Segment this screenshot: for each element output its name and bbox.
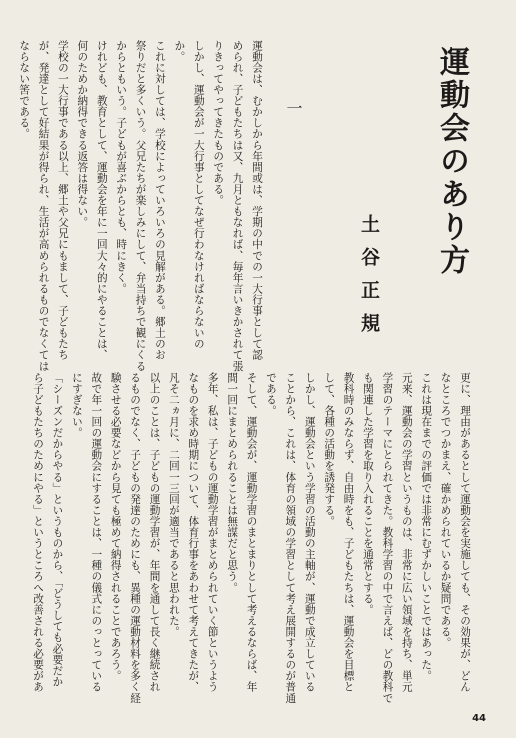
text-column: しかし、運動会という学習の活動の主軸が、運動で成立している (303, 372, 316, 693)
text-column: 教科時のみならず、自由時をも、子どもたちは、運動会を目標と (342, 372, 355, 693)
text-column: しかし、運動会が一大行事としてなぜ行わなければならないの (192, 40, 205, 350)
section-number: 一 (284, 100, 303, 116)
text-column: である。 (264, 372, 277, 417)
text-column: 以上のことは、子どもの運動学習が、年間を通して長く継続され (148, 372, 161, 693)
text-column: なところでつかまえ、確かめられているか疑問である。 (439, 372, 452, 649)
article-author: 土谷正規 (358, 214, 380, 346)
text-column: 故で年一回の運動会にすることは、一種の儀式にのっとっている (90, 372, 103, 693)
text-column: 元来、運動会の学習というものは、非常に広い領域を持ち、単元 (400, 372, 413, 693)
text-column: 運動会は、むかしから年間或は、学期の中での一大行事として認 (251, 40, 263, 361)
text-column: 「シーズンだからやる」というものから、「どうしても必要だか (51, 372, 64, 688)
text-column: なものを求め時期について、体育行事をあわせて考えてきたが、 (187, 372, 200, 693)
lower-body-text (28, 372, 474, 704)
text-column: 多年、私は、子どもの運動学習がまとめられていく節というよう (206, 372, 219, 693)
text-column: これは現在までの評価では非常にむずかしいことではあった。 (420, 372, 433, 682)
text-column: るものでなく、子どもの発達のためにも、異種の運動材料を多く経 (129, 372, 142, 704)
text-column: 祭りだと多くいう。父兄たちが楽しみにして、弁当持ちで観にくる (134, 40, 147, 372)
text-column: 学校の一大行事である以上、郷土や父兄にもまして、子どもたち (56, 40, 69, 361)
text-column: が、発達として好結果が得られ、生活が高められるものでなくては (37, 40, 50, 372)
text-column: 凡そ二ヵ月に、二回一三回が適当であると思われた。 (167, 372, 180, 638)
text-column: 何のためか納得できる返答は得ない。 (76, 40, 89, 228)
upper-body-text (14, 40, 266, 372)
text-column: にすぎない。 (70, 372, 83, 439)
text-column: 験させる必要などから見ても極めて納得されることであろう。 (109, 372, 122, 682)
text-column: か。 (173, 40, 186, 63)
text-column: そして、運動会が、運動学習のまとまりとして考えるならば、年 (245, 372, 258, 693)
text-column: 更に、理由があるとして運動会を実施しても、その効果が、どん (459, 372, 471, 693)
text-column: りきってやってきたものである。 (212, 40, 225, 206)
text-column: 間一回にまとめられることは無謀だと思う。 (226, 372, 239, 593)
text-column: ら子どもたちのためにやる」というところへ改善される必要があ (32, 372, 45, 693)
text-column: けれども、教育として、運動会を年に一回大々的にやることは、 (95, 40, 108, 361)
text-column: められ、子どもたちは又、九月ともなれば、毎年言いきかされて張 (231, 40, 244, 372)
text-column: ことから、これは、体育の領域の学習として考え展開するのが普通 (284, 372, 297, 704)
text-column: ならない筈である。 (18, 40, 31, 140)
article-title: 運動会のあり方 (434, 46, 469, 277)
text-column: も関連した学習を取り入れることを通常とする。 (361, 372, 374, 616)
page-number: 44 (472, 713, 486, 724)
text-column: して、各種の活動を誘発する。 (323, 372, 336, 527)
text-column: からともいう。子どもが喜ぶからとも、時にきく。 (115, 40, 128, 295)
text-column: 学習のテーマにとられてきた。教科学習の中で言えば、どの教科で (381, 372, 394, 704)
text-column: これに対しては、学校によっていろいろの見解がある。郷土のお (153, 40, 166, 361)
